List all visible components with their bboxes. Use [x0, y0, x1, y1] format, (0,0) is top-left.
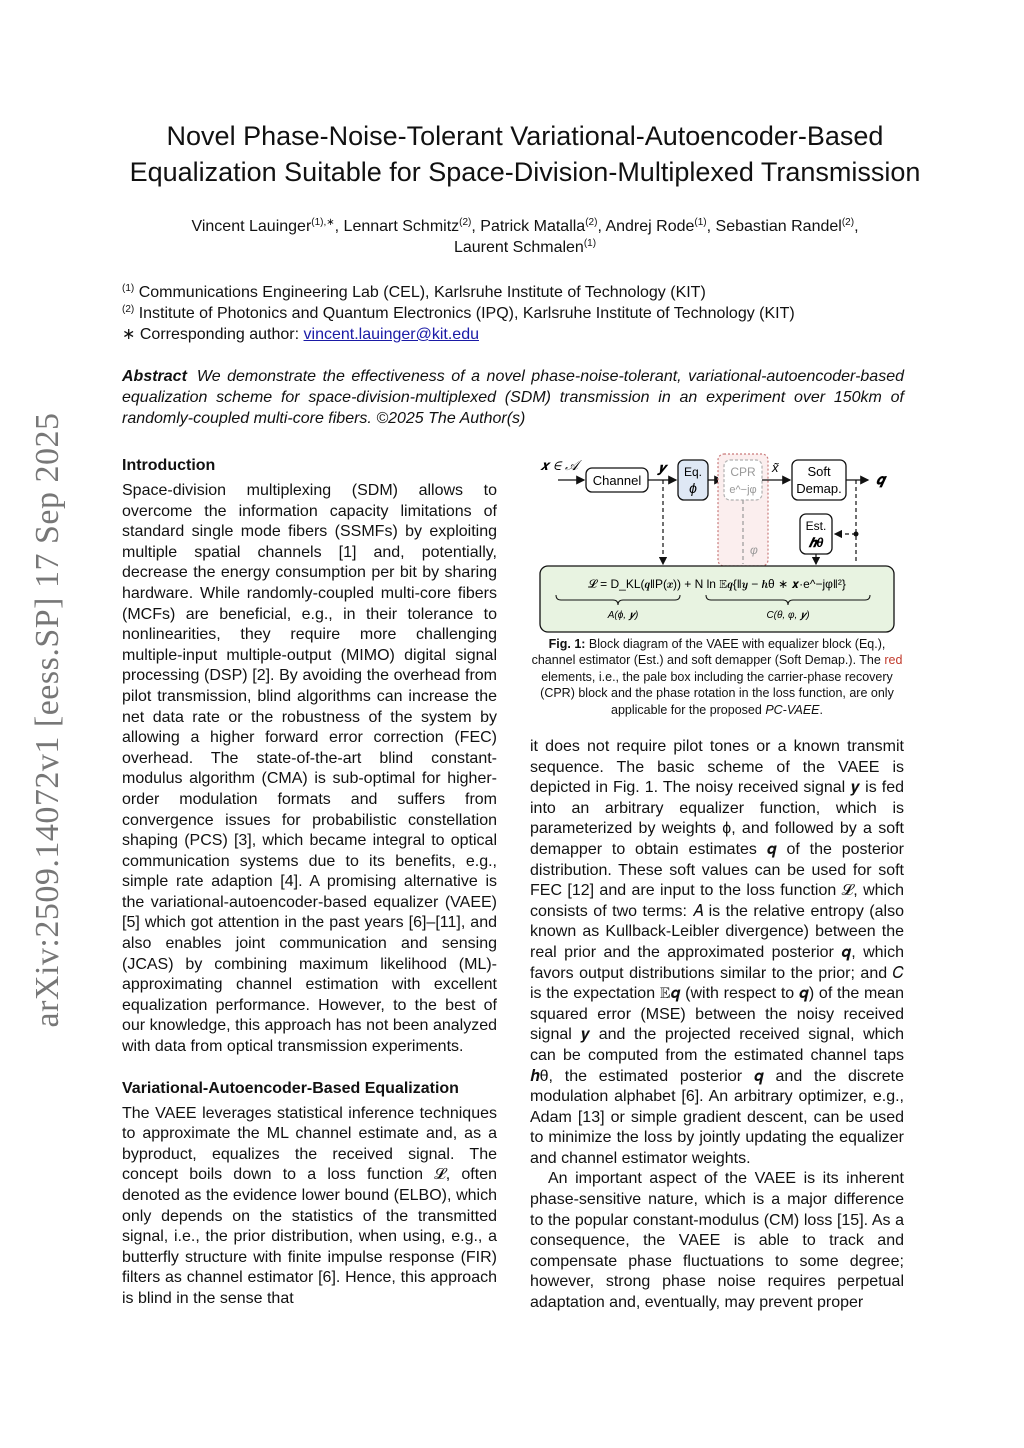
svg-text:CPR: CPR: [730, 465, 756, 479]
loss-function-box: [540, 566, 894, 632]
svg-text:𝒒: 𝒒: [876, 471, 885, 487]
svg-text:e^−jφ: e^−jφ: [729, 484, 757, 496]
figure-caption: Fig. 1: Block diagram of the VAEE with equalizer block (Eq.), channel estimator (Est.) and soft demapper (Soft Demap.). The red elements, i.e., the pale box including the carrier-phase recovery (CPR) block and the phase rotation in the loss function, are only applicable for the proposed PC-VAEE.: [531, 637, 903, 717]
affiliations: $^{(1)}$ Communications Engineering Lab (CEL), Karlsruhe Institute of Technology (KIT) $^{(2)}$ Institute of Photonics and Quantum Electronics (IPQ), Karlsruhe Institute of Technology (KIT) ∗ Corresponding author: vincent.lauinger@kit.edu: [122, 283, 795, 343]
author-list: Vincent Lauinger$^{(1),∗}$, Lennart Schmitz$^{(2)}$, Patrick Matalla$^{(2)}$, Andrej Rode$^{(1)}$, Sebastian Randel$^{(2)}$, Laurent Schmalen$^{(1)}$: [191, 217, 859, 256]
intro-heading: Introduction: [122, 457, 216, 474]
svg-text:𝓛 = D_KL(𝒒‖P(𝒙)) + N ln 𝔼�: 𝓛 = D_KL(𝒒‖P(𝒙)) + N ln 𝔼𝒒{‖𝒚 − 𝒉θ ∗ 𝒙·e^−jφ‖²}: [588, 577, 846, 591]
svg-text:φ: φ: [750, 543, 758, 557]
block-diagram: [528, 452, 908, 638]
fig-input-label: 𝒙 ∈ 𝒜: [540, 457, 579, 473]
vaee-heading: Variational-Autoencoder-Based Equalization: [122, 1079, 459, 1097]
corresponding-email-link[interactable]: vincent.lauinger@kit.edu: [303, 326, 479, 343]
svg-text:𝒚: 𝒚: [658, 460, 666, 475]
abstract: Abstract We demonstrate the effectiveness of a novel phase-noise-tolerant, variational-autoencoder-based equalization scheme for space-division-multiplexed (SDM) transmission in an experiment over 150km of randomly-coupled multi-core fibers. ©2025 The Author(s): [122, 368, 904, 427]
svg-text:Channel: Channel: [592, 473, 642, 488]
svg-text:C(θ, φ, 𝒚): C(θ, φ, 𝒚): [766, 610, 810, 621]
vaee-paragraph: The VAEE leverages statistical inference techniques to approximate the ML channel estimate and, as a byproduct, equalizes the received signal. The concept boils down to a loss function 𝓛, often denoted as the evidence lower bound (ELBO), which only depends on the statistics of the transmitted signal, i.e., the prior distribution, when using, e.g., a butterfly structure with finite impulse response (FIR) filters as channel estimator [6]. Hence, this approach is blind in the sense that: [122, 1104, 497, 1307]
svg-text:𝒉θ: 𝒉θ: [808, 535, 824, 550]
right-column: [530, 737, 904, 1314]
right-paragraph-1: it does not require pilot tones or a known transmit sequence. The basic scheme of the VAEE is depicted in Fig. 1. The noisy received signal 𝒚 is fed into an arbitrary equalizer function, which is parameterized by weights ϕ, and followed by a soft demapper to obtain estimates 𝒒 of the posterior distribution. These soft values can be used for soft FEC [12] and are input to the loss function 𝓛, which consists of two terms: 𝐴 is the relative entropy (also known as Kullback-Leibler divergence) between the real prior and the approximated posterior 𝒒, which favors output distributions similar to the prior; and 𝐶 is the expectation 𝔼𝒒 (with respect to 𝒒) of the mean squared error (MSE) between the noisy received signal 𝒚 and the projected received signal, which can be computed from the estimated channel taps 𝒉θ, the estimated posterior 𝒒 and the discrete modulation alphabet [6]. An arbitrary optimizer, e.g., Adam [13] or simple gradient descent, can be used to minimize the loss by jointly updating the equalizer and channel estimator weights.: [530, 738, 904, 1167]
paper-title: Novel Phase-Noise-Tolerant Variational-Autoencoder-Based Equalization Suitable for Space-Division-Multiplexed Transmission: [129, 121, 921, 187]
svg-text:Eq.: Eq.: [683, 465, 703, 479]
svg-text:A(ϕ, 𝒚): A(ϕ, 𝒚): [607, 610, 639, 621]
right-paragraph-2: An important aspect of the VAEE is its inherent phase-sensitive nature, which is a major difference to the popular constant-modulus (CM) loss [15]. As a consequence, the VAEE is able to track and compensate phase fluctuations to some degree; however, strong phase noise requires perpetual adaptation and, eventually, may prevent proper: [530, 1170, 904, 1312]
svg-text:Soft: Soft: [807, 464, 831, 479]
svg-text:x̃: x̃: [772, 460, 779, 475]
left-column: [122, 455, 497, 1330]
svg-text:Demap.: Demap.: [796, 481, 842, 496]
arxiv-stamp: arXiv:2509.14072v1 [eess.SP] 17 Sep 2025: [29, 412, 66, 1028]
svg-text:ϕ: ϕ: [689, 480, 697, 496]
svg-text:Est.: Est.: [805, 519, 827, 533]
intro-paragraph: Space-division multiplexing (SDM) allows to overcome the information capacity limitations of standard single mode fibers (SSMFs) by exploiting multiple spatial channels [1] and, potentially, decrease the energy consumption per bit by sharing hardware. While randomly-coupled multi-core fibers (MCFs) are beneficial, e.g., in their tolerance to nonlinearities, they require more challenging multiple-input multiple-output (MIMO) digital signal processing (DSP) [2]. By avoiding the overhead from pilot transmission, blind algorithms can increase the net data rate or the robustness of the system by allowing a higher forward error correction (FEC) overhead. The state-of-the-art blind constant-modulus algorithm (CMA) is sub-optimal for higher-order modulation formats and suffers from convergence issues for probabilistic constellation shaping (PCS) [3], which became integral to optical communication systems due to its benefits, e.g., simple rate adaption [4]. A promising alternative is the variational-autoencoder-based equalizer (VAEE) [5] which got attention in the past years [6]–[11], and also enables joint communication and sensing (JCAS) by combining maximum likelihood (ML)-approximating channel estimation with excellent equalization performance. However, to the best of our knowledge, this approach has not been analyzed with data from optical transmission experiments.: [122, 482, 497, 1056]
